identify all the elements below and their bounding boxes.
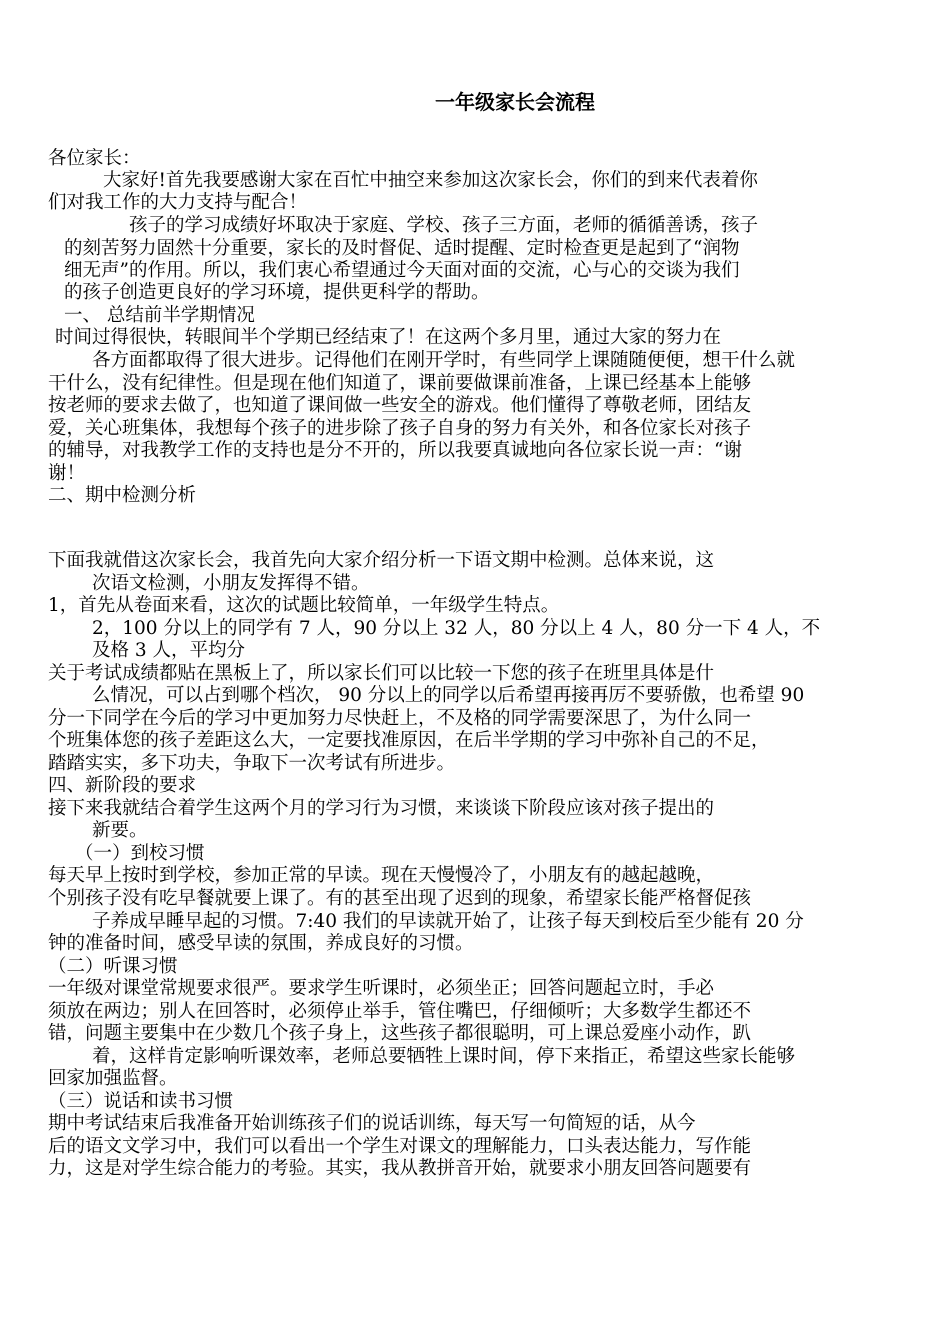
paragraph-line: 时间过得很快，转眼间半个学期已经结束了！在这两个多月里，通过大家的努力在 — [55, 327, 722, 348]
paragraph-line: 钟的准备时间，感受早读的氛围，养成良好的习惯。 — [48, 933, 474, 954]
paragraph-line: 么情况，可以占到哪个档次， 90 分以上的同学以后希望再接再厉不要骄傲，也希望 90 — [92, 685, 805, 706]
paragraph-line: 二、期中检测分析 — [48, 485, 197, 506]
paragraph-line: 着，这样肯定影响听课效率，老师总要牺牲上课时间，停下来指正，希望这些家长能够 — [92, 1046, 796, 1067]
paragraph-line: （三）说话和读书习惯 — [48, 1091, 234, 1112]
paragraph-line: 们对我工作的大力支持与配合！ — [48, 192, 308, 213]
paragraph-line: 力，这是对学生综合能力的考验。其实，我从教拼音开始，就要求小朋友回答问题要有 — [48, 1158, 752, 1179]
paragraph-line: 次语文检测，小朋友发挥得不错。 — [92, 573, 370, 594]
paragraph-line: 干什么，没有纪律性。但是现在他们知道了，课前要做课前准备，上课已经基本上能够 — [48, 373, 752, 394]
paragraph-line: 各位家长： — [48, 148, 141, 169]
paragraph-line: 的刻苦努力固然十分重要，家长的及时督促、适时提醒、定时检查更是起到了“润物 — [64, 238, 740, 259]
paragraph-line: （二）听课习惯 — [48, 956, 178, 977]
paragraph-line: 回家加强监督。 — [48, 1068, 178, 1089]
paragraph-line: 孩子的学习成绩好坏取决于家庭、学校、孩子三方面，老师的循循善诱，孩子 — [129, 215, 759, 236]
paragraph-line: 1，首先从卷面来看，这次的试题比较简单，一年级学生特点。 — [48, 595, 560, 616]
paragraph-line: 分一下同学在今后的学习中更加努力尽快赶上，不及格的同学需要深思了，为什么同一 — [48, 708, 752, 729]
paragraph-line: 细无声”的作用。所以，我们衷心希望通过今天面对面的交流，心与心的交谈为我们 — [64, 260, 740, 281]
paragraph-line: 后的语文文学习中，我们可以看出一个学生对课文的理解能力，口头表达能力，写作能 — [48, 1136, 752, 1157]
paragraph-line: 爱，关心班集体，我想每个孩子的进步除了孩子自身的努力有关外，和各位家长对孩子 — [48, 418, 752, 439]
paragraph-line: （一）到校习惯 — [75, 843, 205, 864]
paragraph-line: 新要。 — [92, 820, 148, 841]
paragraph-line: 个班集体您的孩子差距这么大，一定要找准原因，在后半学期的学习中弥补自己的不足， — [48, 730, 770, 751]
paragraph-line: 下面我就借这次家长会，我首先向大家介绍分析一下语文期中检测。总体来说，这 — [48, 550, 715, 571]
paragraph-line: 踏踏实实，多下功夫，争取下一次考试有所进步。 — [48, 753, 456, 774]
paragraph-line: 的孩子创造更良好的学习环境，提供更科学的帮助。 — [64, 282, 490, 303]
paragraph-line: 每天早上按时到学校，参加正常的早读。现在天慢慢冷了，小朋友有的越起越晚， — [48, 865, 715, 886]
paragraph-line: 子养成早睡早起的习惯。7:40 我们的早读就开始了，让孩子每天到校后至少能有 20 分 — [92, 911, 804, 932]
paragraph-line: 各方面都取得了很大进步。记得他们在刚开学时，有些同学上课随随便便，想干什么就 — [92, 350, 796, 371]
paragraph-line: 个别孩子没有吃早餐就要上课了。有的甚至出现了迟到的现象，希望家长能严格督促孩 — [48, 888, 752, 909]
paragraph-line: 关于考试成绩都贴在黑板上了，所以家长们可以比较一下您的孩子在班里具体是什 — [48, 663, 715, 684]
paragraph-line: 大家好!首先我要感谢大家在百忙中抽空来参加这次家长会，你们的到来代表着你 — [103, 170, 758, 191]
paragraph-line: 的辅导，对我教学工作的支持也是分不开的，所以我要真诚地向各位家长说一声：“谢 — [48, 440, 742, 461]
paragraph-line: 及格 3 人，平均分 — [92, 640, 246, 661]
paragraph-line: 须放在两边；别人在回答时，必须停止举手，管住嘴巴，仔细倾听；大多数学生都还不 — [48, 1001, 752, 1022]
paragraph-line: 谢！ — [48, 463, 86, 484]
paragraph-line: 四、新阶段的要求 — [48, 775, 197, 796]
paragraph-line: 2，100 分以上的同学有 7 人，90 分以上 32 人，80 分以上 4 人，80 分一下 4 人，不 — [92, 618, 821, 639]
paragraph-line: 一年级对课堂常规要求很严。要求学生听课时，必须坐正；回答问题起立时，手必 — [48, 978, 715, 999]
paragraph-line: 期中考试结束后我准备开始训练孩子们的说话训练，每天写一句简短的话，从今 — [48, 1113, 696, 1134]
paragraph-line: 一、 总结前半学期情况 — [64, 305, 255, 326]
paragraph-line: 错，问题主要集中在少数几个孩子身上，这些孩子都很聪明，可上课总爱座小动作，趴 — [48, 1023, 752, 1044]
paragraph-line: 按老师的要求去做了，也知道了课间做一些安全的游戏。他们懂得了尊敬老师，团结友 — [48, 395, 752, 416]
document-title: 一年级家长会流程 — [435, 90, 595, 114]
paragraph-line: 接下来我就结合着学生这两个月的学习行为习惯，来谈谈下阶段应该对孩子提出的 — [48, 798, 715, 819]
